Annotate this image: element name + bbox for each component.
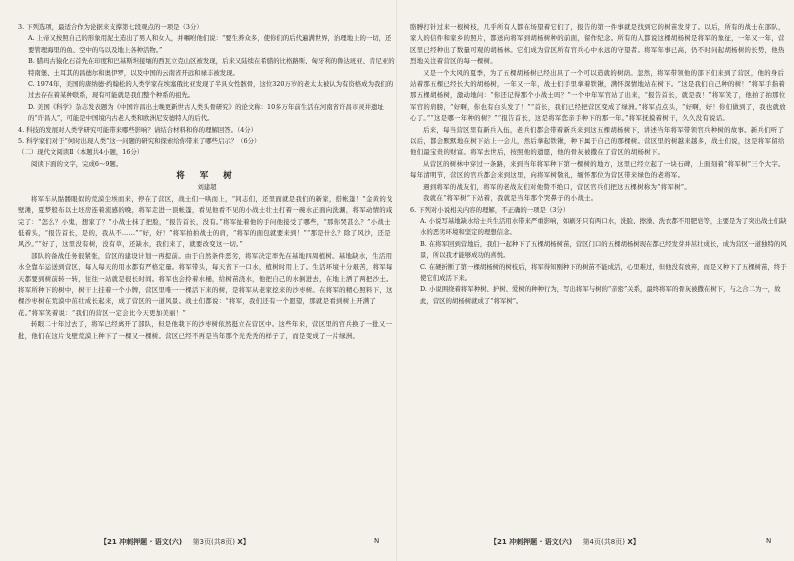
footer-page-number: 第3页(共8页) — [192, 538, 235, 546]
option-d: D. 美国《科学》杂志发表题为《中国许昌出土晚更新世古人类头骨研究》的论文称：10多万年前生活在河南省许昌市灵井遗址的“许昌人”，可能是中国境内古老人类和欧洲尼安德特人的后代。 — [28, 102, 384, 123]
section-heading: （二）现代文阅读Ⅱ（本题共4小题，16分） — [18, 148, 144, 157]
question-4: 4. 科技的发展对人类学研究可能带来哪些影响？请结合材料和你的理解回答。（4分） — [18, 125, 258, 134]
footer-label: 【21 冲刺押题 · 语文(六) — [490, 538, 573, 546]
story-paragraph: 胳膊打针过来一根树枝，几乎所有人都在场望着它们了，报告的第一件事就是找到它的树苗发芽了。以后，所有的战士在部队，家人的信件和家乡的照片，都送向将军到胡杨树种的前面，留作纪念。所有的人都说这棵胡杨树是将军的象征，一年又一年，营区里已经种出了数量可观的胡杨林。它们成为营区所有官兵心中永远的守望者。将军年事已高，仍不时问起胡杨树的长势，他热烈地关注着营区的每一棵树。 — [410, 23, 785, 66]
story-paragraph: 又是一个大风的夏季，为了五棵胡杨树已经出具了一个可以造就的树荫。忽然，将军带领他的部下们来到了营区，他的身后站着那五棵已经长大的胡杨树，一年又一年，战士们手里拿着铁锹，满怀深情地站在树下。“这是我们自己种的树！”将军手指着那五棵胡杨树，激动地问：“你还记得那个小战士吗？”一个中年军官站了出来，“报告首长，就是我！”将军笑了，他拍了拍那位军官的肩膀，“好啊，你也有白头发了！”“首长，我们已经把营区变成了绿洲。”将军点点头，“好啊，好！你们做到了，我也就放心了。”“这是哪一年种的树？”“报告首长，这是将军您亲手种下的那一年。”将军抚摸着树干，久久没有说话。 — [410, 68, 786, 123]
footer-code: X】 — [237, 538, 250, 546]
page-footer-left — [100, 537, 400, 549]
footer-label: 【21 冲刺押题 · 语文(六) — [100, 538, 183, 546]
question-5: 5. 科学家们对于“何时出现人类”这一问题的研究和探索给你带来了哪些启示？（6分） — [18, 137, 261, 146]
story-paragraph: 部队的备战任务很紧张，营区的建设计划一再提前。由于自然条件恶劣，将军决定率先在基地四周植树。基地缺水，生活用水全靠车运送到营区，每人每天的用水都有严格定量。将军带头，每天省下一口水，植树时用上了。生活环境十分艰苦，将军每天都要到树前转一转，往往一站就是很长时间。将军也会拎着水桶，给树苗浇水，他把自己的水倒进去，在地上洒了两把沙土。将军所种下的树中，树干上挂着一个小牌，营区里唯一一棵活下来的树，是将军从老家挖来的沙枣树。在将军的精心照料下，这棵沙枣树在荒漠中茁壮成长起来，成了营区的一道风景。战士们都说：“将军，我们还有一个愿望，那就是看到树上开满了花。”将军笑着说：“我们的营区一定会比今天更加美丽！” — [18, 251, 393, 317]
option-a: A. 小说写基地缺水给士兵生活用水带来严重影响，如刷牙只有两口水，洗脸、擦澡、洗衣都不用肥皂等，主要是为了突出战士们缺水的恶劣环境和坚定的理想信念。 — [420, 216, 787, 237]
story-paragraph: 遇到将军的战友们，将军的老战友们对他赞不绝口，营区官兵们把这五棵树称为“将军树”。 — [423, 182, 692, 191]
footer-page-number: 第4页(共8页) — [582, 538, 625, 546]
story-title: 将 军 树 — [176, 171, 238, 182]
story-paragraph: 将军车从骷髅眼似的荒漠尘埃而来，停在了营区，战士们一哄而上，“同志们，还里面就是我们的新家，搭帐篷！”金黄的戈壁滩，夏梦般布以土坯房连着流感的晚，将军走进一顶帐篷，看见他看不见的小战士壮士打着一碗水正面向洗涮，将军动情的咸完了：“怎么？小鬼，想家了？”小战士抹了把脸，“报告首长，没有。”将军扯着他的手问他接受了哪些，“那你哭甚么？”小战士低着头，“报告首长，是的，我从不……”“好，好！”将军拍拍战士的肩，“将军的面包就要来到！”“那是什么？除了风沙，还是风沙。”“好了，这里没有树，没有草，还缺水，我们来了，就要改变这一切。” — [18, 194, 393, 249]
page-footer-right — [490, 537, 790, 549]
option-a: A. 上帝又按照自己的形象用泥土造出了男人和女人，并嘱咐他们说：“要生养众多，使你们的后代遍满世界，治理地上的一切，还要管理海里的鱼、空中的鸟以及地上各种活物。” — [28, 34, 392, 54]
page-left — [18, 22, 396, 542]
option-b: B. 在将军回到营地后，我们一起种下了五棵胡杨树苗，营区门口的五棵胡杨树现在都已经发芽并茁壮成长，成为营区一道独特的风景，所以我才能够成功的喜悦。 — [420, 239, 787, 260]
story-paragraph: 转眼二十年过去了，将军已经离开了部队，但是他栽下的沙枣树依然挺立在营区中。这些年来，营区里的官兵换了一批又一批，他们在这片戈壁荒漠上种下了一棵又一棵树。营区已经不再是当年那个光秃秃的样子了，而是变成了一片绿洲。 — [18, 320, 393, 340]
page-gutter — [396, 0, 397, 561]
page-right — [410, 22, 788, 542]
option-c: C. 1974年，美国的唐纳德·约翰松的人类学家在埃塞俄比亚发现了半具女性骸骨，这位320万岁的老太太被认为有资格成为我们的过去存在着某种联系，现有可能就是我们整个种系的祖先。 — [28, 80, 394, 100]
option-d: D. 小说围绕着将军种树、护树、爱树的种种行为，写出将军与树的“亲密”关系，最终将军的骨灰被撒在树下，与之合二为一，故此，营区的胡杨树就成了“将军树”。 — [420, 285, 781, 305]
story-author: 刘建超 — [197, 183, 217, 192]
question-3: 3. 下列选项，最适合作为论据来支撑第七段观点的一项是（3分） — [18, 23, 203, 31]
story-paragraph: 从营区的树林中穿过一条路，来到当年将军种下第一棵树的地方，这里已经立起了一块石碑，上面刻着“将军树”三个大字。每年清明节，营区的官兵都会来到这里，向将军树敬礼，缅怀那位为营区带来绿色的老将军。 — [410, 159, 785, 180]
story-paragraph: 我就在“将军树”下站着，我就是当年那个哭鼻子的小战士。 — [423, 194, 598, 203]
option-b: B. 腊玛古猿化石首先在印度和巴基斯坦接壤的西瓦立克山区被发现，后来又陆续在希腊的比格路斯、匈牙利的鲁达班亚、肯尼亚的特南堡、土耳其的昌德尔和奥伊罗，以及中国的云南省开远和禄丰被发现。 — [28, 57, 395, 77]
corner-mark: N — [374, 537, 380, 545]
footer-code: X】 — [627, 538, 640, 546]
reading-instruction: 阅读下面的文字，完成6～9题。 — [31, 159, 123, 168]
story-paragraph: 后来，每当营区里有新兵入伍，老兵们都会带着新兵来到这五棵胡杨树下，讲述当年将军带领官兵种树的故事。新兵们听了以后，都会默默地在树下站上一会儿，然后拿起铁锹，种下属于自己的那棵树。营区里的树越来越多，战士们说，这是将军留给他们最宝贵的财富。将军去世后，按照他的遗愿，他的骨灰被撒在了营区的胡杨树下。 — [410, 125, 785, 157]
option-c: C. 在硬折断了第一棵胡杨树的树枝后，将军得知刚种下的树苗不能成活，心里难过，但他没有放弃，而是又种下了五棵树苗，终于使它们成活下来。 — [420, 262, 787, 282]
question-6: 6. 下列对小说相关内容的理解，不正确的一项是（3分） — [410, 205, 570, 214]
corner-mark: N — [766, 537, 772, 545]
